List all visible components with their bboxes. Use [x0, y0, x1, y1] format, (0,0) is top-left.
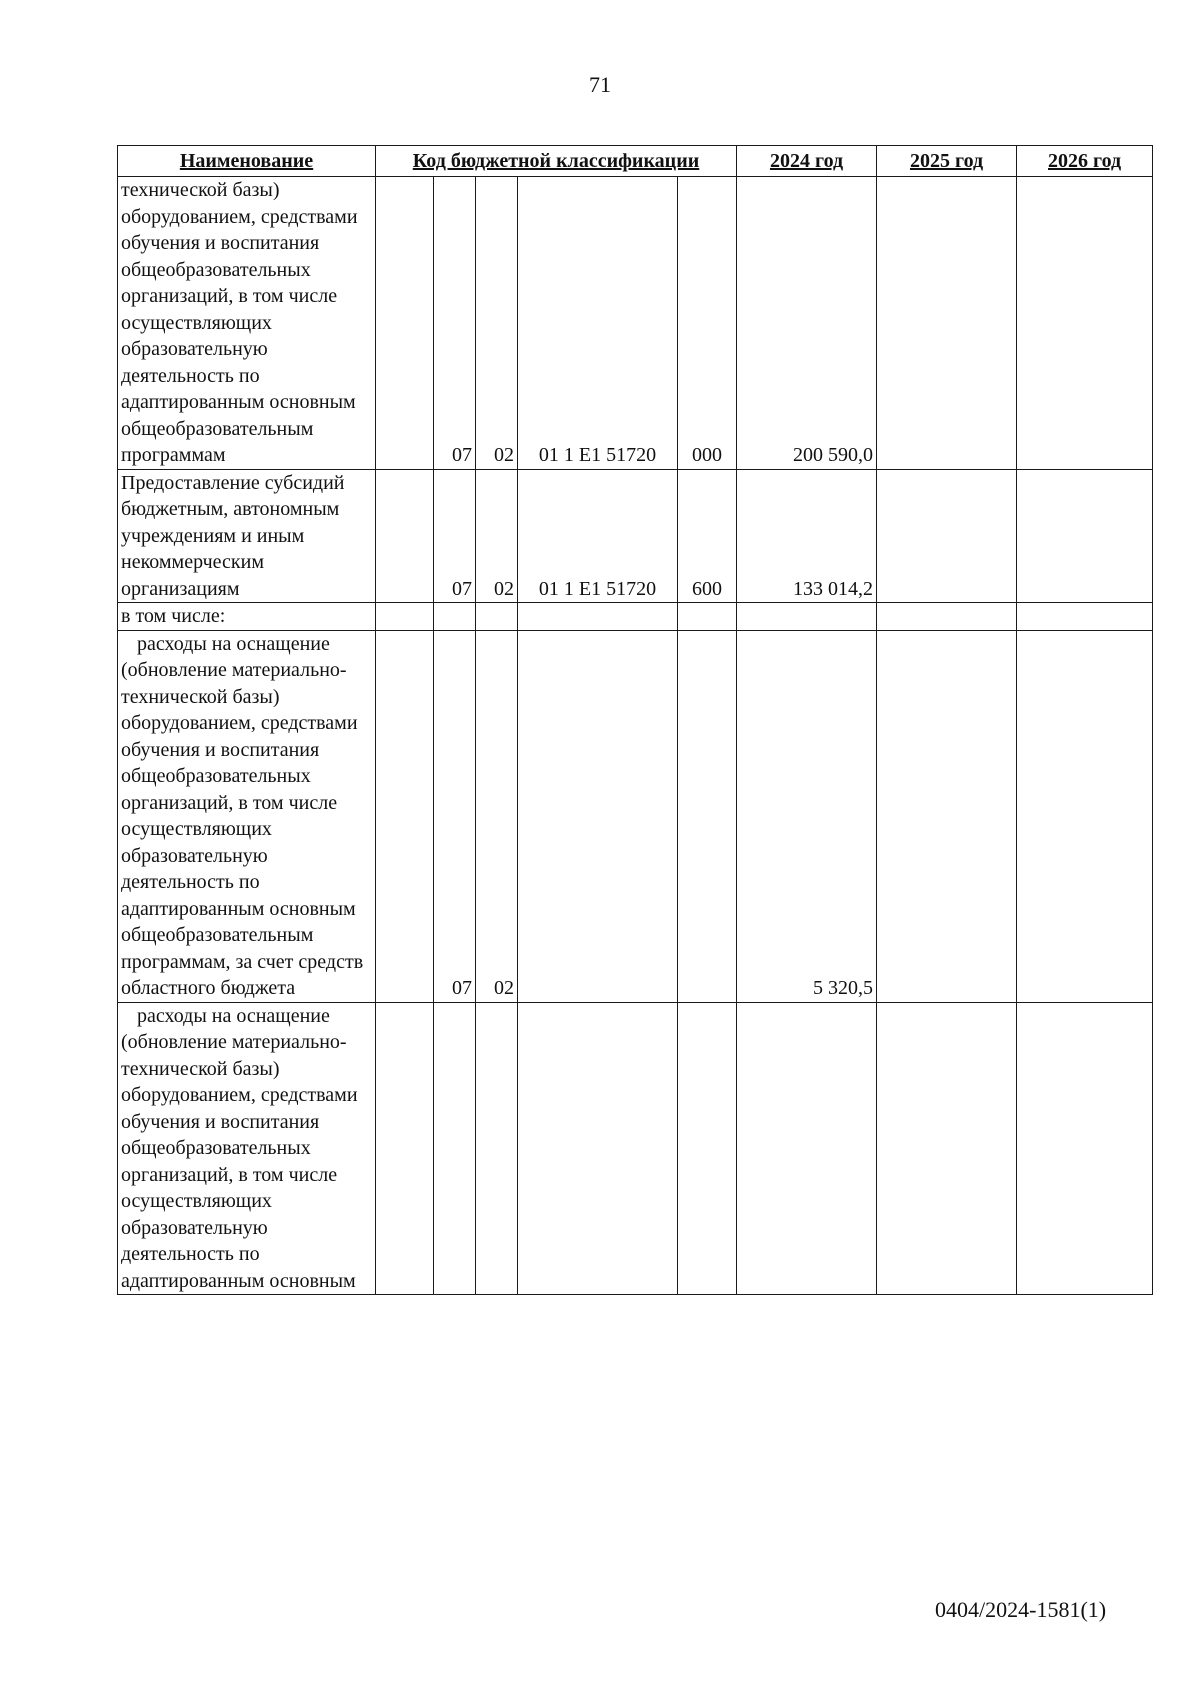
row-adm-code: [376, 469, 434, 603]
row-section-code: 07: [434, 177, 476, 470]
row-name: Предоставление субсидий бюджетным, автономным учреждениям и иным некоммерческим организациям: [118, 469, 376, 603]
header-2026: 2026 год: [1017, 146, 1153, 177]
table-row: [118, 630, 1153, 1002]
row-adm-code: [376, 177, 434, 470]
row-subsection-code: 02: [476, 469, 518, 603]
table-row: [118, 177, 1153, 470]
row-amount-2024: 133 014,2: [737, 469, 877, 603]
header-row: [118, 146, 1153, 177]
row-amount-2026: [1017, 603, 1153, 631]
budget-table: [117, 145, 1153, 1295]
row-section-code: 07: [434, 469, 476, 603]
row-amount-2026: [1017, 1002, 1153, 1295]
row-name: в том числе:: [118, 603, 376, 631]
row-subsection-code: [476, 603, 518, 631]
row-amount-2025: [877, 630, 1017, 1002]
table-row: [118, 603, 1153, 631]
row-amount-2024: [737, 1002, 877, 1295]
row-target-article: [518, 630, 678, 1002]
header-budget-code: Код бюджетной классификации: [376, 146, 737, 177]
row-amount-2025: [877, 177, 1017, 470]
row-expense-type: [678, 1002, 737, 1295]
row-target-article: 01 1 E1 51720: [518, 177, 678, 470]
page-number: 71: [589, 72, 611, 97]
row-subsection-code: [476, 1002, 518, 1295]
row-subsection-code: 02: [476, 177, 518, 470]
row-name: технической базы) оборудованием, средствами обучения и воспитания общеобразовательных организаций, в том числе осуществляющих образовательную деятельность по адаптированным основным общеобразовательным программам: [118, 177, 376, 470]
row-name: расходы на оснащение (обновление материально-технической базы) оборудованием, средствами обучения и воспитания общеобразовательных организаций, в том числе осуществляющих образовательную деятельность по адаптированным основным общеобразовательным программам, за счет средств областного бюджета: [118, 630, 376, 1002]
header-2024: 2024 год: [737, 146, 877, 177]
row-name: расходы на оснащение (обновление материально-технической базы) оборудованием, средствами обучения и воспитания общеобразовательных организаций, в том числе осуществляющих образовательную деятельность по адаптированным основным: [118, 1002, 376, 1295]
row-amount-2026: [1017, 177, 1153, 470]
row-target-article: 01 1 E1 51720: [518, 469, 678, 603]
row-adm-code: [376, 1002, 434, 1295]
row-amount-2026: [1017, 469, 1153, 603]
row-adm-code: [376, 630, 434, 1002]
row-adm-code: [376, 603, 434, 631]
row-amount-2024: [737, 603, 877, 631]
row-amount-2025: [877, 603, 1017, 631]
row-section-code: 07: [434, 630, 476, 1002]
table-row: [118, 1002, 1153, 1295]
row-target-article: [518, 603, 678, 631]
row-expense-type: 000: [678, 177, 737, 470]
row-amount-2025: [877, 1002, 1017, 1295]
row-expense-type: [678, 630, 737, 1002]
header-name: Наименование: [118, 146, 376, 177]
row-expense-type: [678, 603, 737, 631]
row-expense-type: 600: [678, 469, 737, 603]
table-row: [118, 469, 1153, 603]
row-amount-2024: 200 590,0: [737, 177, 877, 470]
row-amount-2024: 5 320,5: [737, 630, 877, 1002]
row-section-code: [434, 1002, 476, 1295]
row-amount-2025: [877, 469, 1017, 603]
header-2025: 2025 год: [877, 146, 1017, 177]
row-section-code: [434, 603, 476, 631]
row-subsection-code: 02: [476, 630, 518, 1002]
document-registration-number: 0404/2024-1581(1): [935, 1597, 1107, 1622]
row-target-article: [518, 1002, 678, 1295]
row-amount-2026: [1017, 630, 1153, 1002]
